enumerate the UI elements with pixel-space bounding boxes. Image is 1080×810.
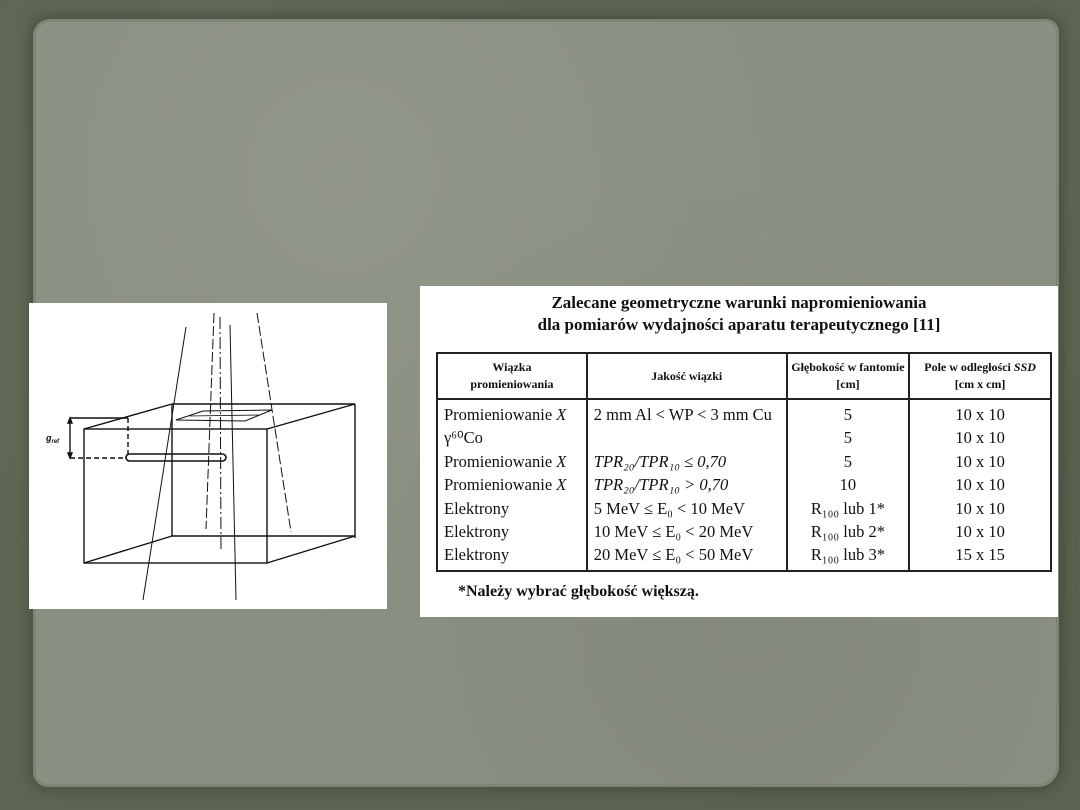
cell-depth: R₁₀₀ lub 3*	[787, 543, 909, 570]
cell-field: 10 x 10	[909, 426, 1051, 449]
table-row	[437, 426, 1051, 449]
table-title-line-2: dla pomiarów wydajności aparatu terapeutycznego [11]	[537, 315, 941, 334]
cell-quality: 2 mm Al < WP < 3 mm Cu	[587, 399, 787, 426]
header-field: Pole w odległości SSD [cm x cm]	[909, 353, 1051, 399]
header-depth: Głębokość w fantomie [cm]	[787, 353, 909, 399]
header-quality: Jakość wiązki	[587, 353, 787, 399]
cell-field: 10 x 10	[909, 497, 1051, 520]
table-row	[437, 473, 1051, 496]
cell-depth: 10	[787, 473, 909, 496]
cell-beam: Promieniowanie X	[437, 399, 587, 426]
cell-beam: Elektrony	[437, 520, 587, 543]
table-row	[437, 497, 1051, 520]
table-row	[437, 543, 1051, 570]
phantom-geometry-illustration	[29, 303, 387, 609]
table-row	[437, 450, 1051, 473]
cell-quality: TPR₂₀/TPR₁₀ ≤ 0,70	[587, 450, 787, 473]
g-ref-label: $g_{ref}$	[46, 433, 60, 445]
cell-beam: Elektrony	[437, 497, 587, 520]
table-footnote: *Należy wybrać głębokość większą.	[458, 583, 699, 600]
table-row	[437, 520, 1051, 543]
table-row	[437, 399, 1051, 426]
cell-depth: 5	[787, 399, 909, 426]
cell-quality: 20 MeV ≤ E₀ < 50 MeV	[587, 543, 787, 570]
cell-quality: 5 MeV ≤ E₀ < 10 MeV	[587, 497, 787, 520]
cell-field: 10 x 10	[909, 450, 1051, 473]
cell-depth: 5	[787, 450, 909, 473]
cell-field: 10 x 10	[909, 473, 1051, 496]
table-title-line-1: Zalecane geometryczne warunki napromieniowania	[551, 293, 927, 312]
cell-beam: Elektrony	[437, 543, 587, 570]
cell-quality: TPR₂₀/TPR₁₀ > 0,70	[587, 473, 787, 496]
table-header-row	[437, 353, 1051, 399]
cell-quality	[587, 426, 787, 449]
cell-field: 10 x 10	[909, 520, 1051, 543]
cell-beam: Promieniowanie X	[437, 450, 587, 473]
reference-conditions-table-image	[420, 286, 1058, 617]
cell-depth: R₁₀₀ lub 1*	[787, 497, 909, 520]
cell-beam: γ⁶⁰Co	[437, 426, 587, 449]
cell-field: 15 x 15	[909, 543, 1051, 570]
cell-field: 10 x 10	[909, 399, 1051, 426]
cell-quality: 10 MeV ≤ E₀ < 20 MeV	[587, 520, 787, 543]
header-beam: Wiązka promieniowania	[437, 353, 587, 399]
cell-depth: 5	[787, 426, 909, 449]
phantom-diagram	[29, 303, 387, 609]
cell-beam: Promieniowanie X	[437, 473, 587, 496]
cell-depth: R₁₀₀ lub 2*	[787, 520, 909, 543]
reference-conditions-table	[436, 352, 1052, 572]
table-title	[420, 292, 1058, 336]
